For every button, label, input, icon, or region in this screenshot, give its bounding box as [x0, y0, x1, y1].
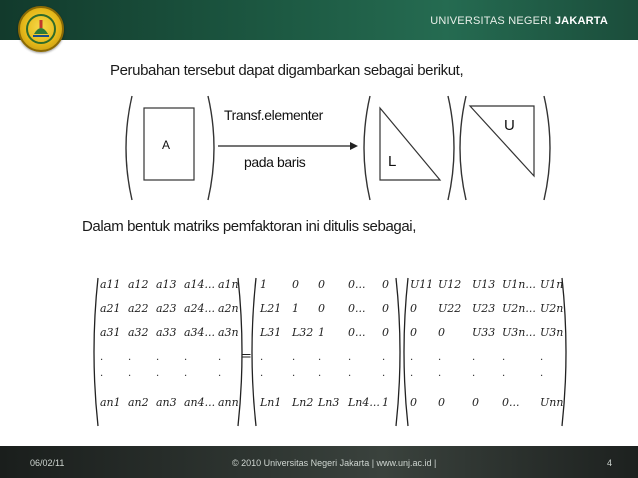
matrix-l-cell: L32 — [292, 326, 314, 339]
matrix-l-cell: 0 — [318, 302, 325, 315]
matrix-u-cell: . — [472, 368, 476, 379]
matrix-l-cell: Ln1 — [260, 396, 282, 409]
matrix-a-cell: a11 — [100, 278, 121, 291]
matrix-a-cell: . — [156, 368, 160, 379]
matrix-a-cell: a23 — [156, 302, 177, 315]
matrix-a-cell: a13 — [156, 278, 177, 291]
matrix-u-cell: U2n — [540, 302, 564, 315]
matrix-l-cell: 0 — [382, 302, 389, 315]
matrix-u-cell: U13 — [472, 278, 496, 291]
matrix-a-cell: . — [218, 368, 222, 379]
matrix-u-cell: U11 — [410, 278, 434, 291]
matrix-u-cell: U23 — [472, 302, 496, 315]
matrix-l-cell: 1 — [318, 326, 325, 339]
matrix-u-cell: 0 — [410, 326, 417, 339]
matrix-u-cell: . — [502, 368, 506, 379]
page-number: 4 — [606, 458, 612, 468]
bracket-l-left — [252, 278, 256, 426]
matrix-a-cell: a31 — [100, 326, 121, 339]
matrix-u-cell: U22 — [438, 302, 462, 315]
matrix-u-cell: U3n — [540, 326, 564, 339]
intro-text: Perubahan tersebut dapat digambarkan sebagai berikut, — [110, 62, 464, 79]
matrix-l-cell: . — [260, 352, 264, 363]
matrix-u-cell: . — [410, 368, 414, 379]
matrix-l-cell: Ln3 — [318, 396, 340, 409]
matrix-a-cell: a24... — [184, 302, 216, 315]
slide-content — [0, 40, 638, 446]
arrow-label-2: pada baris — [244, 154, 306, 170]
matrix-a-cell: a14... — [184, 278, 216, 291]
matrix-a-cell: a21 — [100, 302, 121, 315]
matrix-u-cell: 0 — [472, 396, 479, 409]
matrix-a-cell: a32 — [128, 326, 149, 339]
matrix-a-cell: . — [218, 352, 222, 363]
bracket-u-left — [404, 278, 408, 426]
matrix-l-cell: 0 — [382, 278, 389, 291]
matrix-a-cell: . — [128, 368, 132, 379]
matrix-l-cell: . — [382, 352, 386, 363]
matrix-a-cell: an1 — [100, 396, 121, 409]
matrix-a-cell: . — [100, 368, 104, 379]
university-label — [430, 15, 608, 27]
matrix-l-cell: L31 — [260, 326, 282, 339]
arrow-label-1: Transf.elementer — [224, 107, 323, 123]
matrix-a-cell: . — [156, 352, 160, 363]
matrix-l-cell: 0... — [348, 278, 366, 291]
equals-sign: = — [241, 349, 252, 364]
paren-right-a — [208, 96, 214, 200]
matrix-u-cell: Unn — [540, 396, 564, 409]
matrix-u-cell: 0 — [410, 302, 417, 315]
matrix-l-cell: . — [292, 368, 296, 379]
matrix-u-cell: . — [540, 368, 544, 379]
matrix-a-cell: . — [184, 352, 188, 363]
paren-left-a — [126, 96, 132, 200]
bracket-a-left — [94, 278, 98, 426]
matrix-a-cell: an2 — [128, 396, 149, 409]
footer-date: 06/02/11 — [30, 458, 65, 468]
matrix-a-cell: a12 — [128, 278, 149, 291]
matrix-l-cell: . — [382, 368, 386, 379]
matrix-l-cell: 0 — [292, 278, 299, 291]
matrix-l-cell: 1 — [382, 396, 389, 409]
arrow-head-icon — [350, 142, 358, 150]
paren-left-l — [364, 96, 370, 200]
matrix-u-cell: U1n... — [502, 278, 536, 291]
matrix-a-cell: . — [100, 352, 104, 363]
factor-text: Dalam bentuk matriks pemfaktoran ini ditulis sebagai, — [82, 218, 416, 235]
matrix-l-cell: Ln4... — [348, 396, 380, 409]
box-a-label: A — [162, 138, 171, 152]
bracket-l-right — [396, 278, 400, 426]
matrix-u-cell: . — [438, 368, 442, 379]
matrix-a-cell: . — [184, 368, 188, 379]
factorization-diagram — [118, 92, 558, 204]
matrix-a-cell: a34... — [184, 326, 216, 339]
matrix-u-cell: 0 — [438, 396, 445, 409]
matrix-u-cell: 0 — [410, 396, 417, 409]
matrix-a-cell: a2n — [218, 302, 239, 315]
matrix-u-cell: . — [438, 352, 442, 363]
matrix-l-cell: Ln2 — [292, 396, 314, 409]
matrix-u-cell: 0 — [438, 326, 445, 339]
matrix-l-cell: 0... — [348, 326, 366, 339]
matrix-u-cell: . — [502, 352, 506, 363]
matrix-equation — [88, 272, 572, 432]
matrix-a-cell: . — [128, 352, 132, 363]
matrix-l-cell: 0... — [348, 302, 366, 315]
matrix-l-cell: . — [292, 352, 296, 363]
upper-triangle — [470, 106, 534, 176]
box-u-label: U — [504, 117, 515, 134]
university-prefix: UNIVERSITAS NEGERI — [430, 15, 552, 27]
matrix-l-cell: 0 — [382, 326, 389, 339]
matrix-a-cell: a22 — [128, 302, 149, 315]
matrix-u-cell: U1n — [540, 278, 564, 291]
matrix-u-cell: U12 — [438, 278, 462, 291]
paren-left-u — [460, 96, 466, 200]
matrix-u-cell: U33 — [472, 326, 496, 339]
matrix-l-cell: 0 — [318, 278, 325, 291]
matrix-a-cell: a3n — [218, 326, 239, 339]
footer-copyright: © 2010 Universitas Negeri Jakarta | www.unj.ac.id | — [232, 458, 437, 468]
matrix-u-cell: 0... — [502, 396, 520, 409]
matrix-a-cell: ann — [218, 396, 239, 409]
matrix-a-cell: an3 — [156, 396, 177, 409]
matrix-l-cell: . — [318, 368, 322, 379]
matrix-a-cell: an4... — [184, 396, 216, 409]
matrix-l-cell: . — [318, 352, 322, 363]
matrix-l-cell: 1 — [260, 278, 267, 291]
matrix-u-cell: . — [410, 352, 414, 363]
matrix-u-cell: . — [472, 352, 476, 363]
box-l-label: L — [388, 153, 397, 170]
matrix-l-cell: . — [348, 352, 352, 363]
matrix-u-cell: U3n... — [502, 326, 536, 339]
matrix-l-cell: L21 — [260, 302, 282, 315]
header-bar — [0, 0, 638, 40]
matrix-l-cell: . — [260, 368, 264, 379]
matrix-u-cell: U2n... — [502, 302, 536, 315]
matrix-a-cell: a33 — [156, 326, 177, 339]
matrix-l-cell: . — [348, 368, 352, 379]
university-name: JAKARTA — [554, 15, 608, 27]
matrix-u-cell: . — [540, 352, 544, 363]
footer-bar — [0, 446, 638, 478]
paren-right-l — [448, 96, 454, 200]
paren-right-u — [544, 96, 550, 200]
matrix-l-cell: 1 — [292, 302, 299, 315]
matrix-a-cell: a1n — [218, 278, 239, 291]
